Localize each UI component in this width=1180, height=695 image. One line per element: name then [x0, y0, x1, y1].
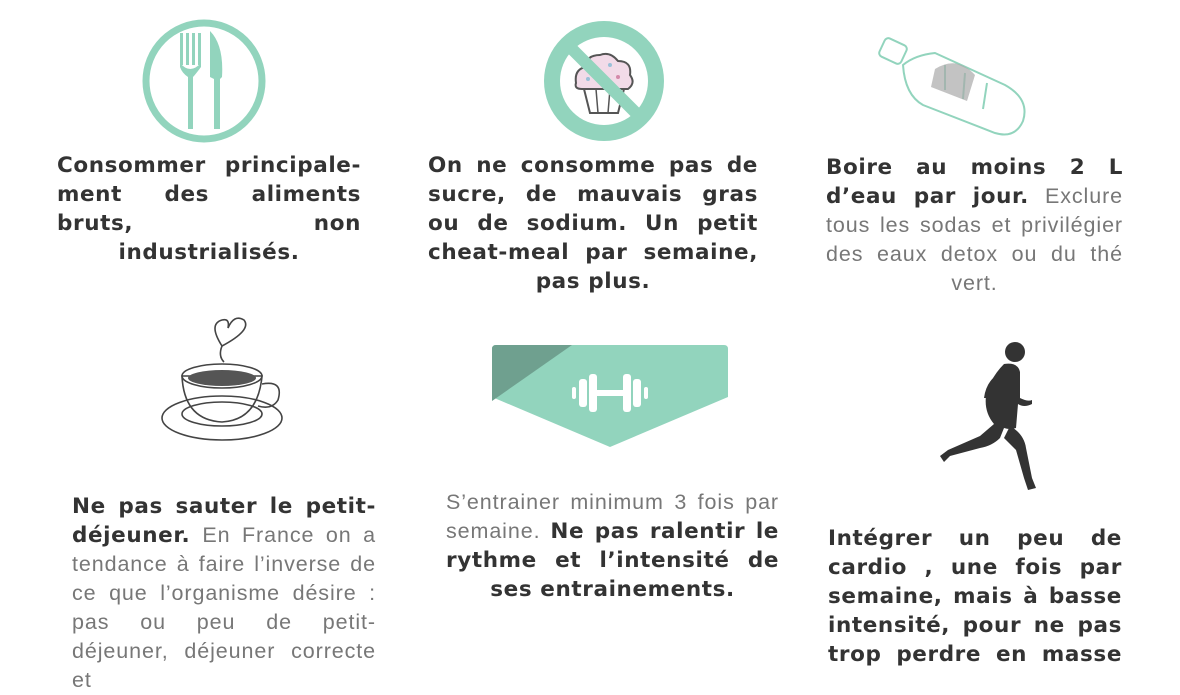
dumbbell-icon — [492, 345, 728, 447]
water-bottle-icon — [875, 35, 1035, 145]
tip-3-bold: Boire au moins 2 L d’eau par jour. — [826, 155, 1123, 209]
tip-4-text — [72, 492, 376, 695]
tip-4-light: En France on a tendance à faire l’inverse de ce que l’organisme désire : pas ou peu de petit-déjeuner, déjeuner correcte et — [72, 523, 377, 692]
tip-5-text — [446, 488, 779, 604]
tip-6-text — [828, 524, 1122, 669]
tip-4-bold: Ne pas sauter le petit-déjeuner. — [72, 494, 376, 548]
fork-knife-icon — [140, 17, 268, 145]
tip-2-bold: On ne consomme pas de sucre, de mauvais gras ou de sodium. Un petit cheat-meal par semaine, pas plus. — [428, 153, 758, 294]
runner-icon — [940, 338, 1040, 493]
tip-3-text — [826, 153, 1123, 298]
tip-6-bold: Intégrer un peu de cardio , une fois par semaine, mais à basse intensité, pour ne pas trop perdre en masse — [828, 526, 1122, 667]
tip-3-light: Exclure tous les sodas et privilégier des eaux detox ou du thé vert. — [826, 184, 1124, 295]
coffee-cup-icon — [160, 310, 290, 450]
tip-5-light: S’entrainer minimum 3 fois par semaine. — [446, 490, 779, 543]
no-cupcake-icon — [540, 17, 668, 145]
tip-2-text — [428, 151, 758, 296]
tip-1-text — [57, 151, 361, 267]
tip-1-bold: Consommer principale-ment des aliments bruts, non industrialisés. — [57, 153, 361, 265]
tip-5-bold: Ne pas ralentir le rythme et l’intensité de ses entrainements. — [446, 519, 779, 602]
